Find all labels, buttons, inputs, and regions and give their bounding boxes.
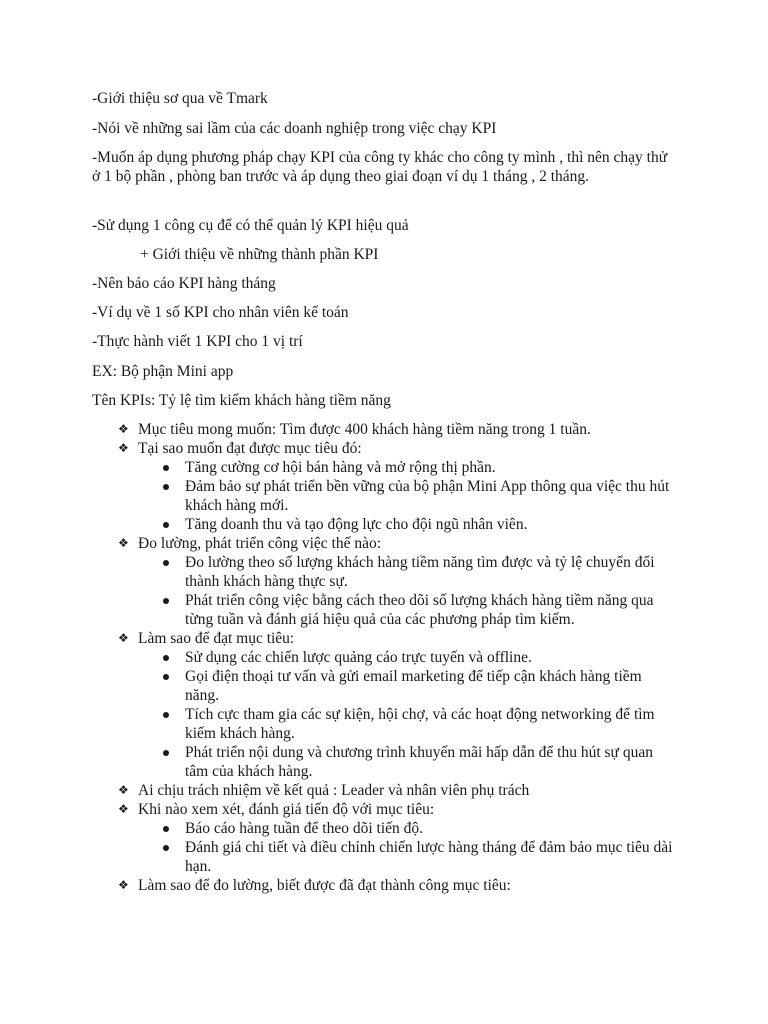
kpi-sub-item bbox=[185, 477, 678, 515]
round-bullet-icon bbox=[163, 712, 169, 718]
kpi-sub-item bbox=[185, 648, 678, 667]
kpi-sub-item-text: Đánh giá chi tiết và điều chỉnh chiến lược hàng tháng để đảm bảo mục tiêu dài hạn. bbox=[185, 839, 673, 875]
kpi-sub-item-text: Tăng doanh thu và tạo động lực cho đội ngũ nhân viên. bbox=[185, 516, 528, 533]
diamond-bullet-icon: ❖ bbox=[118, 878, 129, 892]
kpi-bullet-list bbox=[118, 420, 678, 895]
kpi-bullet-text: Đo lường, phát triển công việc thế nào: bbox=[138, 535, 382, 552]
kpi-bullet-text: Ai chịu trách nhiệm về kết quả : Leader và nhân viên phụ trách bbox=[138, 782, 530, 799]
kpi-bullet-item bbox=[118, 800, 678, 876]
kpi-sub-item-text: Đảm bảo sự phát triển bền vững của bộ phận Mini App thông qua việc thu hút khách hàng mới. bbox=[185, 478, 670, 514]
intro-line-apply-method: -Muốn áp dụng phương pháp chạy KPI của công ty khác cho công ty mình , thì nên chạy thử ở 1 bộ phần , phòng ban trước và áp dụng theo giai đoạn ví dụ 1 tháng , 2 tháng. bbox=[92, 149, 668, 185]
round-bullet-icon bbox=[163, 522, 169, 528]
intro-line-accounting-example: -Ví dụ về 1 số KPI cho nhân viên kế toán bbox=[92, 304, 349, 321]
round-bullet-icon bbox=[163, 826, 169, 832]
kpi-sub-item-text: Phát triển công việc bằng cách theo dõi số lượng khách hàng tiềm năng qua từng tuần và đánh giá hiệu quả của các phương pháp tìm kiếm. bbox=[185, 592, 654, 628]
intro-line-components: + Giới thiệu về những thành phần KPI bbox=[140, 246, 379, 263]
intro-line-tool: -Sử dụng 1 công cụ để có thể quản lý KPI hiệu quả bbox=[92, 217, 409, 234]
kpi-bullet-text: Mục tiêu mong muốn: Tìm được 400 khách hàng tiềm năng trong 1 tuần. bbox=[138, 421, 591, 438]
kpi-sub-item-text: Báo cáo hàng tuần để theo dõi tiến độ. bbox=[185, 820, 424, 837]
kpi-sub-item-text: Phát triển nội dung và chương trình khuyến mãi hấp dẫn để thu hút sự quan tâm của khách hàng. bbox=[185, 744, 653, 780]
kpi-bullet-item bbox=[118, 876, 678, 895]
kpi-sub-item-text: Tăng cường cơ hội bán hàng và mở rộng thị phần. bbox=[185, 459, 496, 476]
kpi-sub-list bbox=[138, 458, 678, 534]
round-bullet-icon bbox=[163, 560, 169, 566]
round-bullet-icon bbox=[163, 845, 169, 851]
round-bullet-icon bbox=[163, 598, 169, 604]
round-bullet-icon bbox=[163, 655, 169, 661]
kpi-sub-list bbox=[138, 553, 678, 629]
round-bullet-icon bbox=[163, 484, 169, 490]
kpi-sub-item bbox=[185, 743, 678, 781]
kpi-sub-item bbox=[185, 705, 678, 743]
kpi-name: Tên KPIs: Tỷ lệ tìm kiếm khách hàng tiềm năng bbox=[92, 392, 391, 409]
intro-line-tmark: -Giới thiệu sơ qua về Tmark bbox=[92, 90, 268, 107]
kpi-sub-item-text: Sử dụng các chiến lược quảng cáo trực tuyến và offline. bbox=[185, 649, 532, 666]
kpi-bullet-item bbox=[118, 420, 678, 439]
kpi-sub-item bbox=[185, 667, 678, 705]
diamond-bullet-icon: ❖ bbox=[118, 783, 129, 797]
kpi-bullet-item bbox=[118, 534, 678, 629]
kpi-sub-item bbox=[185, 553, 678, 591]
diamond-bullet-icon: ❖ bbox=[118, 802, 129, 816]
intro-line-mistakes: -Nói về những sai lầm của các doanh nghiệp trong việc chạy KPI bbox=[92, 120, 497, 137]
kpi-sub-item bbox=[185, 515, 678, 534]
diamond-bullet-icon: ❖ bbox=[118, 536, 129, 550]
round-bullet-icon bbox=[163, 750, 169, 756]
diamond-bullet-icon: ❖ bbox=[118, 631, 129, 645]
kpi-sub-item bbox=[185, 838, 678, 876]
kpi-bullet-text: Làm sao để đạt mục tiêu: bbox=[138, 630, 295, 647]
kpi-bullet-text: Làm sao để đo lường, biết được đã đạt thành công mục tiêu: bbox=[138, 877, 511, 894]
kpi-sub-item-text: Đo lường theo số lượng khách hàng tiềm năng tìm được và tỷ lệ chuyển đổi thành khách hàng thực sự. bbox=[185, 554, 655, 590]
intro-line-monthly-report: -Nên báo cáo KPI hàng tháng bbox=[92, 275, 276, 292]
kpi-bullet-text: Khi nào xem xét, đánh giá tiến độ với mục tiêu: bbox=[138, 801, 435, 818]
diamond-bullet-icon: ❖ bbox=[118, 441, 129, 455]
intro-line-practice: -Thực hành viết 1 KPI cho 1 vị trí bbox=[92, 333, 303, 350]
round-bullet-icon bbox=[163, 465, 169, 471]
kpi-sub-item-text: Tích cực tham gia các sự kiện, hội chợ, và các hoạt động networking để tìm kiếm khách hàng. bbox=[185, 706, 655, 742]
kpi-sub-item bbox=[185, 591, 678, 629]
kpi-bullet-item bbox=[118, 781, 678, 800]
kpi-sub-item-text: Gọi điện thoại tư vấn và gửi email marketing để tiếp cận khách hàng tiềm năng. bbox=[185, 668, 642, 704]
diamond-bullet-icon: ❖ bbox=[118, 422, 129, 436]
kpi-sub-item bbox=[185, 458, 678, 477]
kpi-sub-list bbox=[138, 819, 678, 876]
kpi-sub-item bbox=[185, 819, 678, 838]
kpi-bullet-text: Tại sao muốn đạt được mục tiêu đó: bbox=[138, 440, 362, 457]
kpi-bullet-item bbox=[118, 629, 678, 781]
round-bullet-icon bbox=[163, 674, 169, 680]
example-department: EX: Bộ phận Mini app bbox=[92, 363, 234, 380]
kpi-bullet-item bbox=[118, 439, 678, 534]
kpi-sub-list bbox=[138, 648, 678, 781]
